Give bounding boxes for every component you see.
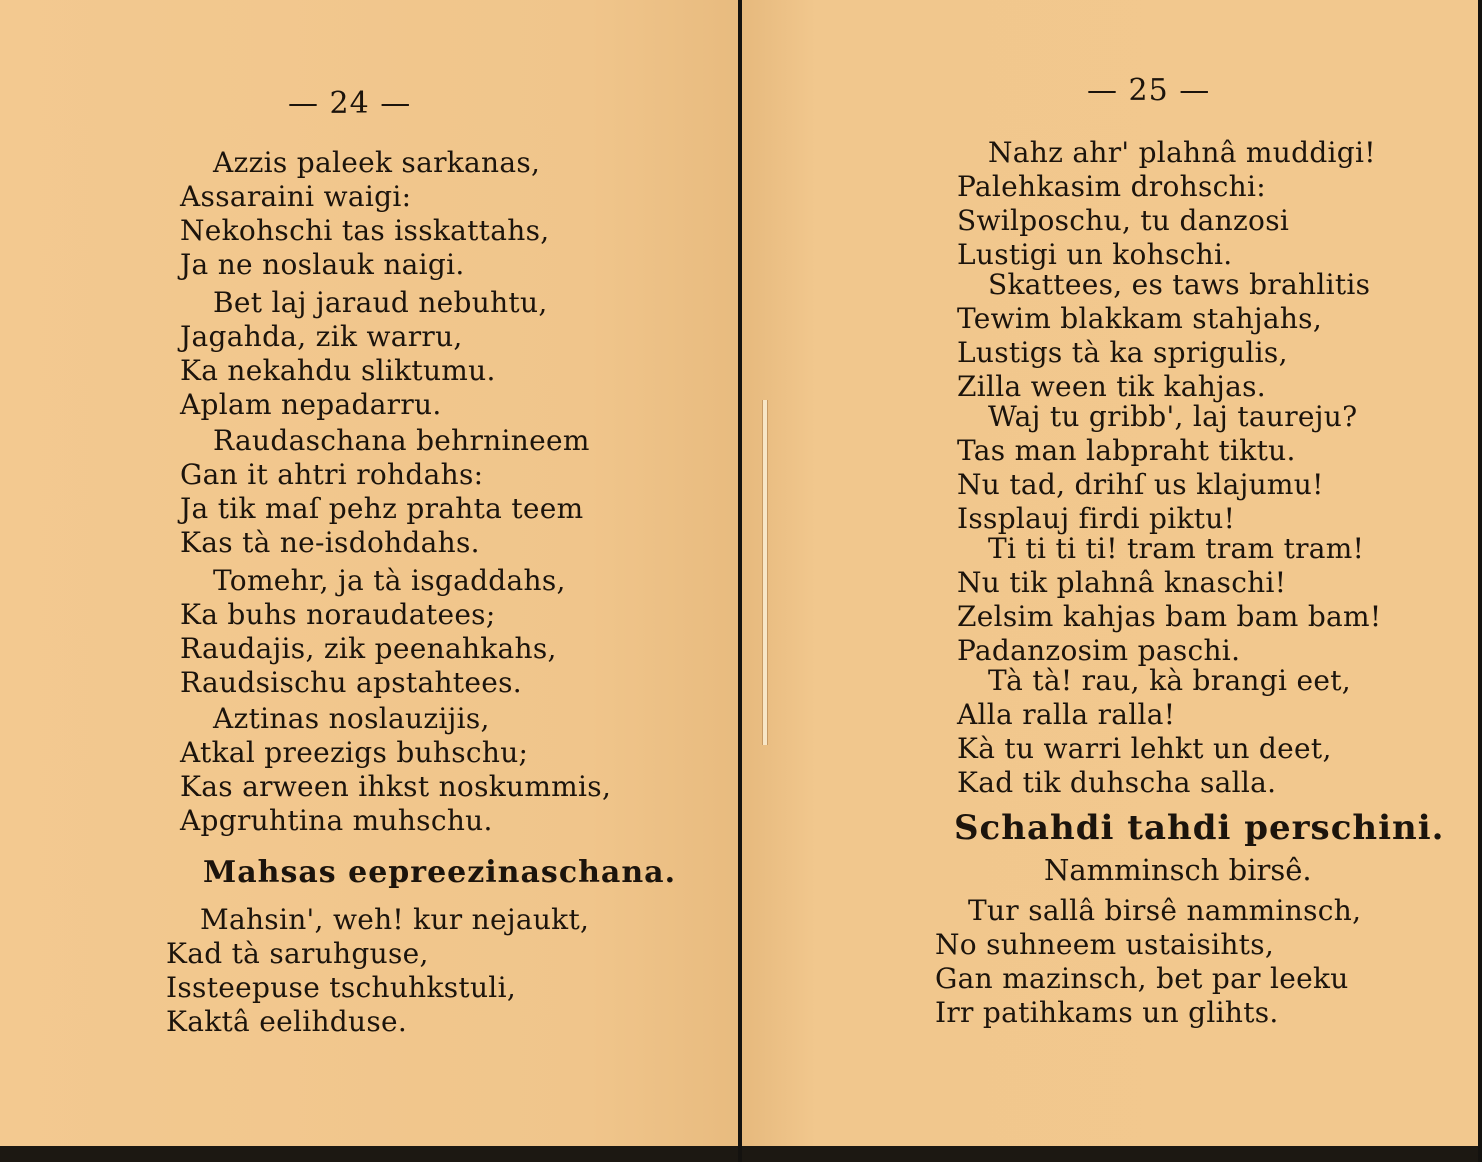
verse-line: Palehkasim drohschi: (957, 170, 1266, 203)
verse-line: Azzis paleek sarkanas, (213, 146, 541, 179)
verse-line: Waj tu gribb', laj taureju? (988, 400, 1358, 433)
verse-line: Aztinas noslauzijis, (213, 702, 490, 735)
verse-line: Nu tik plahnâ knaschi! (957, 566, 1287, 599)
verse-line: Apgruhtina muhschu. (180, 804, 493, 837)
verse-line: Alla ralla ralla! (957, 698, 1176, 731)
right-page (742, 0, 1478, 1162)
verse-line: Mahsin', weh! kur nejaukt, (200, 903, 590, 936)
verse-line: Raudaschana behrnineem (213, 424, 590, 457)
verse-line: Kad tà saruhguse, (166, 937, 429, 970)
verse-line: Padanzosim paschi. (957, 634, 1241, 667)
verse-line: Atkal preezigs buhschu; (180, 736, 529, 769)
left-page (0, 0, 738, 1162)
verse-line: Ti ti ti ti! tram tram tram! (988, 532, 1365, 565)
verse-line: Issplauj firdi piktu! (957, 502, 1236, 535)
verse-line: No suhneem ustaisihts, (935, 928, 1275, 961)
verse-line: Gan it ahtri rohdahs: (180, 458, 484, 491)
section-subtitle: Namminsch birsê. (1044, 853, 1312, 887)
verse-line: Aplam nepadarru. (180, 388, 442, 421)
verse-line: Skattees, es taws brahlitis (988, 268, 1371, 301)
verse-line: Lustigs tà ka sprigulis, (957, 336, 1288, 369)
verse-line: Tas man labpraht tiktu. (957, 434, 1296, 467)
verse-line: Ka buhs noraudatees; (180, 598, 496, 631)
page-number: — 25 — (1087, 73, 1211, 108)
verse-line: Issteepuse tschuhkstuli, (166, 971, 517, 1004)
verse-line: Gan mazinsch, bet par leeku (935, 962, 1349, 995)
page-bottom-edge (0, 1146, 738, 1162)
verse-line: Ja ne noslauk naigi. (180, 248, 465, 281)
verse-line: Ja tik maſ pehz prahta teem (180, 492, 584, 525)
verse-line: Ka nekahdu sliktumu. (180, 354, 496, 387)
verse-line: Swilposchu, tu danzosi (957, 204, 1290, 237)
verse-line: Kaktâ eelihduse. (166, 1005, 408, 1038)
verse-line: Assaraini waigi: (180, 180, 412, 213)
section-title: Schahdi tahdi perschini. (954, 808, 1445, 848)
verse-line: Tomehr, ja tà isgaddahs, (213, 564, 566, 597)
verse-line: Jagahda, zik warru, (180, 320, 463, 353)
verse-line: Nahz ahr' plahnâ muddigi! (988, 136, 1376, 169)
verse-line: Kà tu warri lehkt un deet, (957, 732, 1332, 765)
section-title: Mahsas eepreezinaschana. (203, 855, 677, 890)
page-number: — 24 — (288, 86, 412, 121)
page-bottom-edge (742, 1146, 1478, 1162)
verse-line: Raudsischu apstahtees. (180, 666, 522, 699)
verse-line: Tur sallâ birsê namminsch, (968, 894, 1362, 927)
verse-line: Kad tik duhscha salla. (957, 766, 1277, 799)
verse-line: Tewim blakkam stahjahs, (957, 302, 1323, 335)
verse-line: Bet laj jaraud nebuhtu, (213, 286, 548, 319)
verse-line: Zilla ween tik kahjas. (957, 370, 1266, 403)
verse-line: Raudajis, zik peenahkahs, (180, 632, 557, 665)
verse-line: Kas tà ne-isdohdahs. (180, 526, 480, 559)
verse-line: Nekohschi tas isskattahs, (180, 214, 550, 247)
verse-line: Lustigi un kohschi. (957, 238, 1233, 271)
verse-line: Nu tad, drihſ us klajumu! (957, 468, 1324, 501)
verse-line: Tà tà! rau, kà brangi eet, (988, 664, 1351, 697)
verse-line: Zelsim kahjas bam bam bam! (957, 600, 1382, 633)
verse-line: Irr patihkams un glihts. (935, 996, 1279, 1029)
verse-line: Kas arween ihkst noskummis, (180, 770, 612, 803)
binding-thread (762, 400, 768, 745)
